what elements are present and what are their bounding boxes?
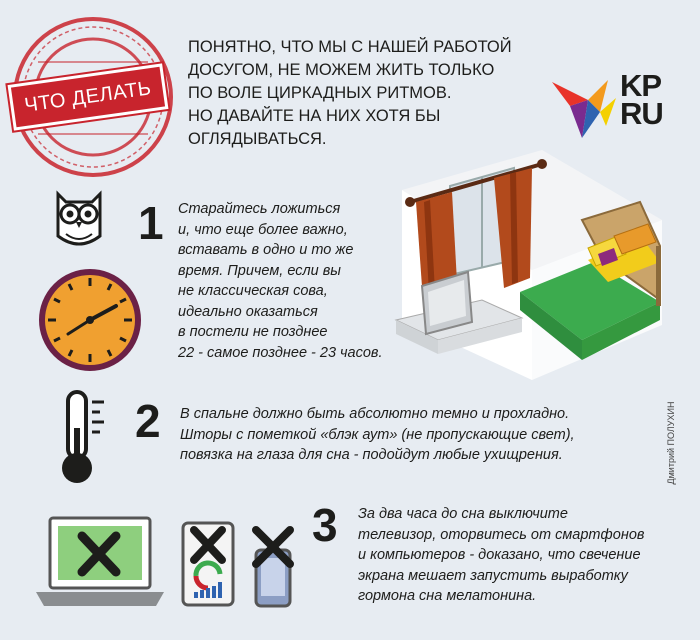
step-line: экрана мешает запустить выработку [358, 567, 628, 584]
owl-icon [52, 188, 106, 252]
thermometer-icon [54, 388, 114, 488]
step-line: и, что еще более важно, [178, 221, 348, 238]
step-number: 3 [312, 499, 338, 551]
author-credit [662, 390, 678, 500]
kp-logo-text [620, 68, 690, 131]
step-3-text [358, 504, 678, 607]
step-line: вставать в одно и то же [178, 242, 354, 258]
step-line: время. Причем, если вы [178, 262, 341, 279]
step-line: повязка на глаза для сна - подойдут любые ухищрения. [180, 447, 563, 463]
step-1-text [178, 199, 388, 363]
logo-line-2: RU [620, 96, 663, 131]
laptop-icon [32, 514, 168, 610]
intro-line: НО ДАВАЙТЕ НА НИХ ХОТЯ БЫ [188, 107, 441, 125]
step-line: не классическая сова, [178, 283, 328, 299]
author-credit-text: Дмитрий ПОЛУХИН [666, 401, 676, 485]
step-line: в постели не позднее [178, 324, 328, 340]
step-line: и компьютеров - доказано, что свечение [358, 547, 641, 563]
step-line: телевизор, оторвитесь от смартфонов [358, 526, 645, 543]
step-line: идеально оказаться [178, 303, 318, 320]
intro-line: ПОНЯТНО, ЧТО МЫ С НАШЕЙ РАБОТОЙ [188, 38, 512, 56]
clock-icon [38, 268, 142, 372]
step-line: гормона сна мелатонина. [358, 588, 537, 604]
step-line: 22 - самое позднее - 23 часов. [178, 344, 383, 361]
intro-line: ПО ВОЛЕ ЦИРКАДНЫХ РИТМОВ. [188, 84, 452, 102]
intro-line: ДОСУГОМ, НЕ МОЖЕМ ЖИТЬ ТОЛЬКО [188, 61, 495, 79]
tablet-icon [180, 520, 236, 608]
intro-text [188, 36, 538, 151]
step-line: Шторы с пометкой «блэк аут» (не пропускающие свет), [180, 426, 575, 443]
step-line: За два часа до сна выключите [358, 506, 568, 522]
bedroom-illustration [392, 150, 672, 380]
step-number: 2 [135, 395, 161, 447]
step-number: 1 [138, 197, 164, 249]
phone-icon [250, 524, 296, 610]
step-2-text [180, 404, 600, 466]
intro-line: ОГЛЯДЫВАТЬСЯ. [188, 130, 327, 148]
step-line: Старайтесь ложиться [178, 201, 341, 217]
stamp-label: ЧТО ДЕЛАТЬ [8, 63, 169, 130]
logo-line-1: KP [620, 68, 662, 103]
step-line: В спальне должно быть абсолютно темно и прохладно. [180, 406, 570, 422]
